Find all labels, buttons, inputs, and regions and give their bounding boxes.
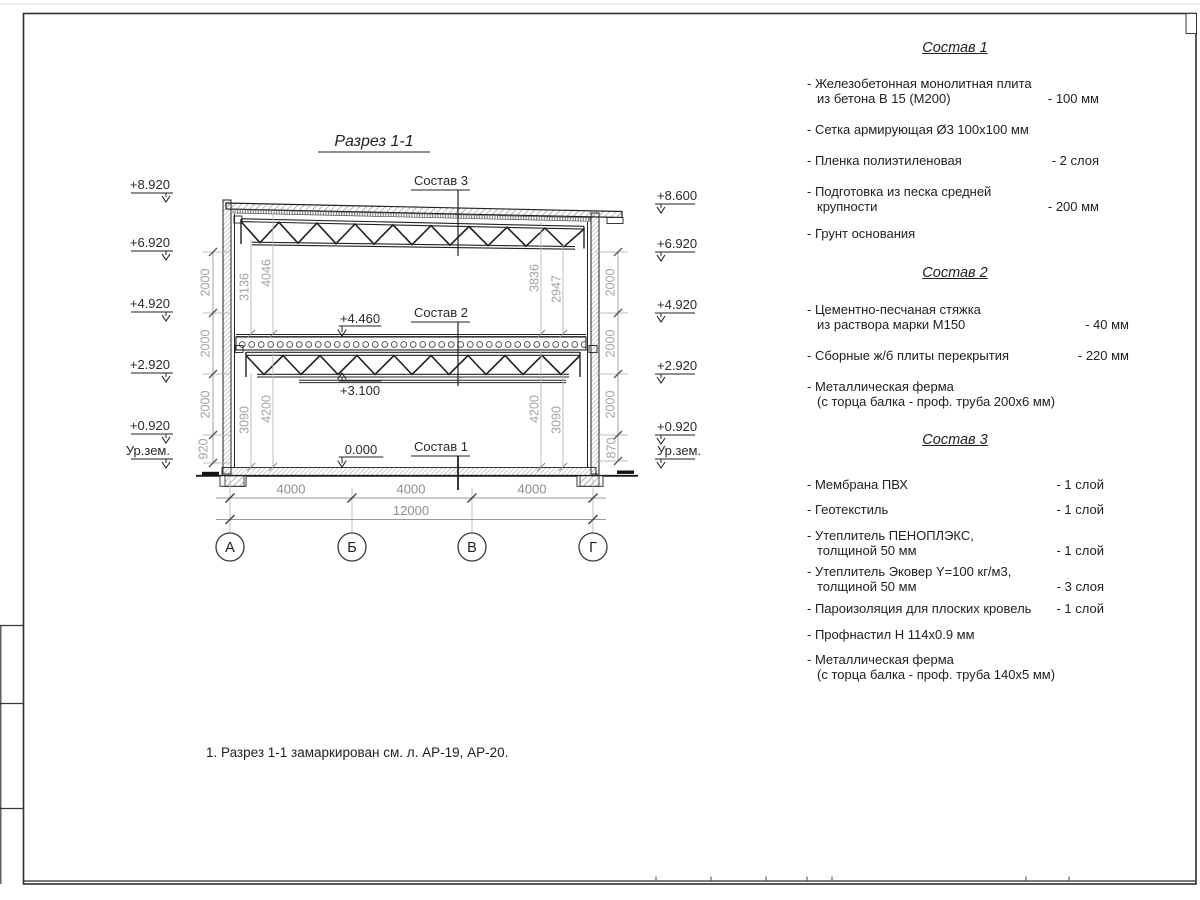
dim-3090-left: 3090: [237, 406, 252, 434]
axis-bubbles: [216, 533, 607, 561]
mark-right-0: +8.600: [657, 188, 698, 203]
chain-left-2: 2000: [198, 390, 213, 419]
list-item: - Цементно-песчаная стяжка из раствора марки М150 - 40 мм: [807, 302, 1129, 332]
chain-left-0: 2000: [198, 268, 213, 297]
list-item: - Металлическая ферма (с торца балка - проф. труба 200x6 мм): [807, 379, 1056, 409]
dim-3836: 3836: [527, 264, 542, 292]
list-item: - Мембрана ПВХ - 1 слой: [807, 477, 1104, 492]
mark-right-1: +6.920: [657, 236, 698, 251]
mark-right-2: +4.920: [657, 297, 698, 312]
list-item: - Подготовка из песка средней крупности - 200 мм: [807, 184, 1099, 214]
spot-4460: +4.460: [339, 311, 381, 326]
dim-4000-2: 4000: [396, 481, 426, 497]
section1-heading: Состав 1: [922, 40, 988, 56]
roof-edge-gutter: [607, 218, 623, 224]
drawing-title: [318, 133, 430, 152]
elevation-marks-left: [126, 177, 173, 468]
hollow-core-slab: [236, 337, 586, 350]
dim-4200-right: 4200: [527, 395, 542, 423]
list-item: - Утеплитель Эковер Y=100 кг/м3, толщиной 50 мм - 3 слоя: [807, 564, 1104, 594]
list-item: - Сборные ж/б плиты перекрытия - 220 мм: [807, 348, 1129, 363]
comp3-label: Состав 3: [414, 173, 468, 188]
corner-box: [1186, 14, 1197, 34]
chain-left-3: 920: [196, 438, 211, 460]
mark-left-4: +0.920: [129, 418, 170, 433]
list-item: - Геотекстиль - 1 слой: [807, 502, 1104, 517]
section3-heading: Состав 3: [922, 432, 988, 448]
mark-left-1: +6.920: [129, 235, 170, 250]
axis-G: Г: [589, 540, 597, 556]
bottom-dims: [216, 479, 607, 561]
mark-left-3: +2.920: [129, 357, 170, 372]
dim-4000-1: 4000: [276, 481, 306, 497]
dim-4046: 4046: [259, 259, 274, 287]
dim-12000: 12000: [392, 503, 430, 518]
floor-truss: [235, 346, 597, 383]
mark-left-5: Ур.зем.: [125, 443, 170, 458]
chain-right-3: 870: [604, 437, 619, 459]
dim-3090-right: 3090: [549, 406, 564, 434]
elevation-marks-right: [655, 188, 701, 468]
list-item: - Металлическая ферма (с торца балка - проф. труба 140x5 мм): [807, 652, 1056, 682]
section2-heading: Состав 2: [922, 265, 988, 281]
left-stamp-boxes: [0, 626, 24, 885]
list-item: - Грунт основания: [807, 226, 916, 241]
dim-3136: 3136: [237, 273, 252, 301]
spot-3100: +3.100: [339, 383, 381, 398]
dim-2947: 2947: [549, 275, 564, 303]
mark-left-2: +4.920: [129, 296, 170, 311]
dim-4000-3: 4000: [517, 481, 547, 497]
list-item: - Утеплитель ПЕНОПЛЭКС, толщиной 50 мм - 1 слой: [807, 528, 1104, 558]
mark-left-0: +8.920: [129, 177, 170, 192]
axis-V: В: [467, 540, 477, 556]
list-item: - Пароизоляция для плоских кровель - 1 слой: [807, 601, 1104, 616]
dim-chain-right: [596, 248, 628, 465]
roof-truss: [234, 216, 584, 249]
chain-right-0: 2000: [603, 268, 618, 297]
floor-structure: [235, 335, 597, 383]
list-item: - Железобетонная монолитная плита из бетона В 15 (М200) - 100 мм: [807, 76, 1099, 106]
drawing-title-text: Разрез 1-1: [334, 133, 414, 150]
chain-right-2: 2000: [603, 390, 618, 419]
dim-4200-left: 4200: [259, 395, 274, 423]
title-block-ticks: [656, 877, 1069, 882]
axis-B: Б: [347, 540, 357, 556]
comp2-label: Состав 2: [414, 305, 468, 320]
list-item: - Профнастил Н 114x0.9 мм: [807, 627, 975, 642]
chain-right-1: 2000: [603, 329, 618, 358]
composition-panel: [795, 0, 1155, 720]
axis-A: А: [225, 540, 235, 556]
sheet-note: 1. Разрез 1-1 замаркирован см. л. АР-19, АР-20.: [206, 745, 509, 760]
mark-right-4: +0.920: [657, 419, 698, 434]
comp1-label: Состав 1: [414, 439, 468, 454]
chain-left-1: 2000: [198, 329, 213, 358]
mark-right-5: Ур.зем.: [657, 443, 702, 458]
list-item: - Пленка полиэтиленовая - 2 слоя: [807, 153, 1099, 168]
list-item: - Сетка армирующая Ø3 100x100 мм: [807, 122, 1029, 137]
composition-leaders: [411, 173, 470, 490]
spot-0000: 0.000: [344, 442, 378, 457]
left-wall: [223, 200, 231, 474]
mark-right-3: +2.920: [657, 358, 698, 373]
